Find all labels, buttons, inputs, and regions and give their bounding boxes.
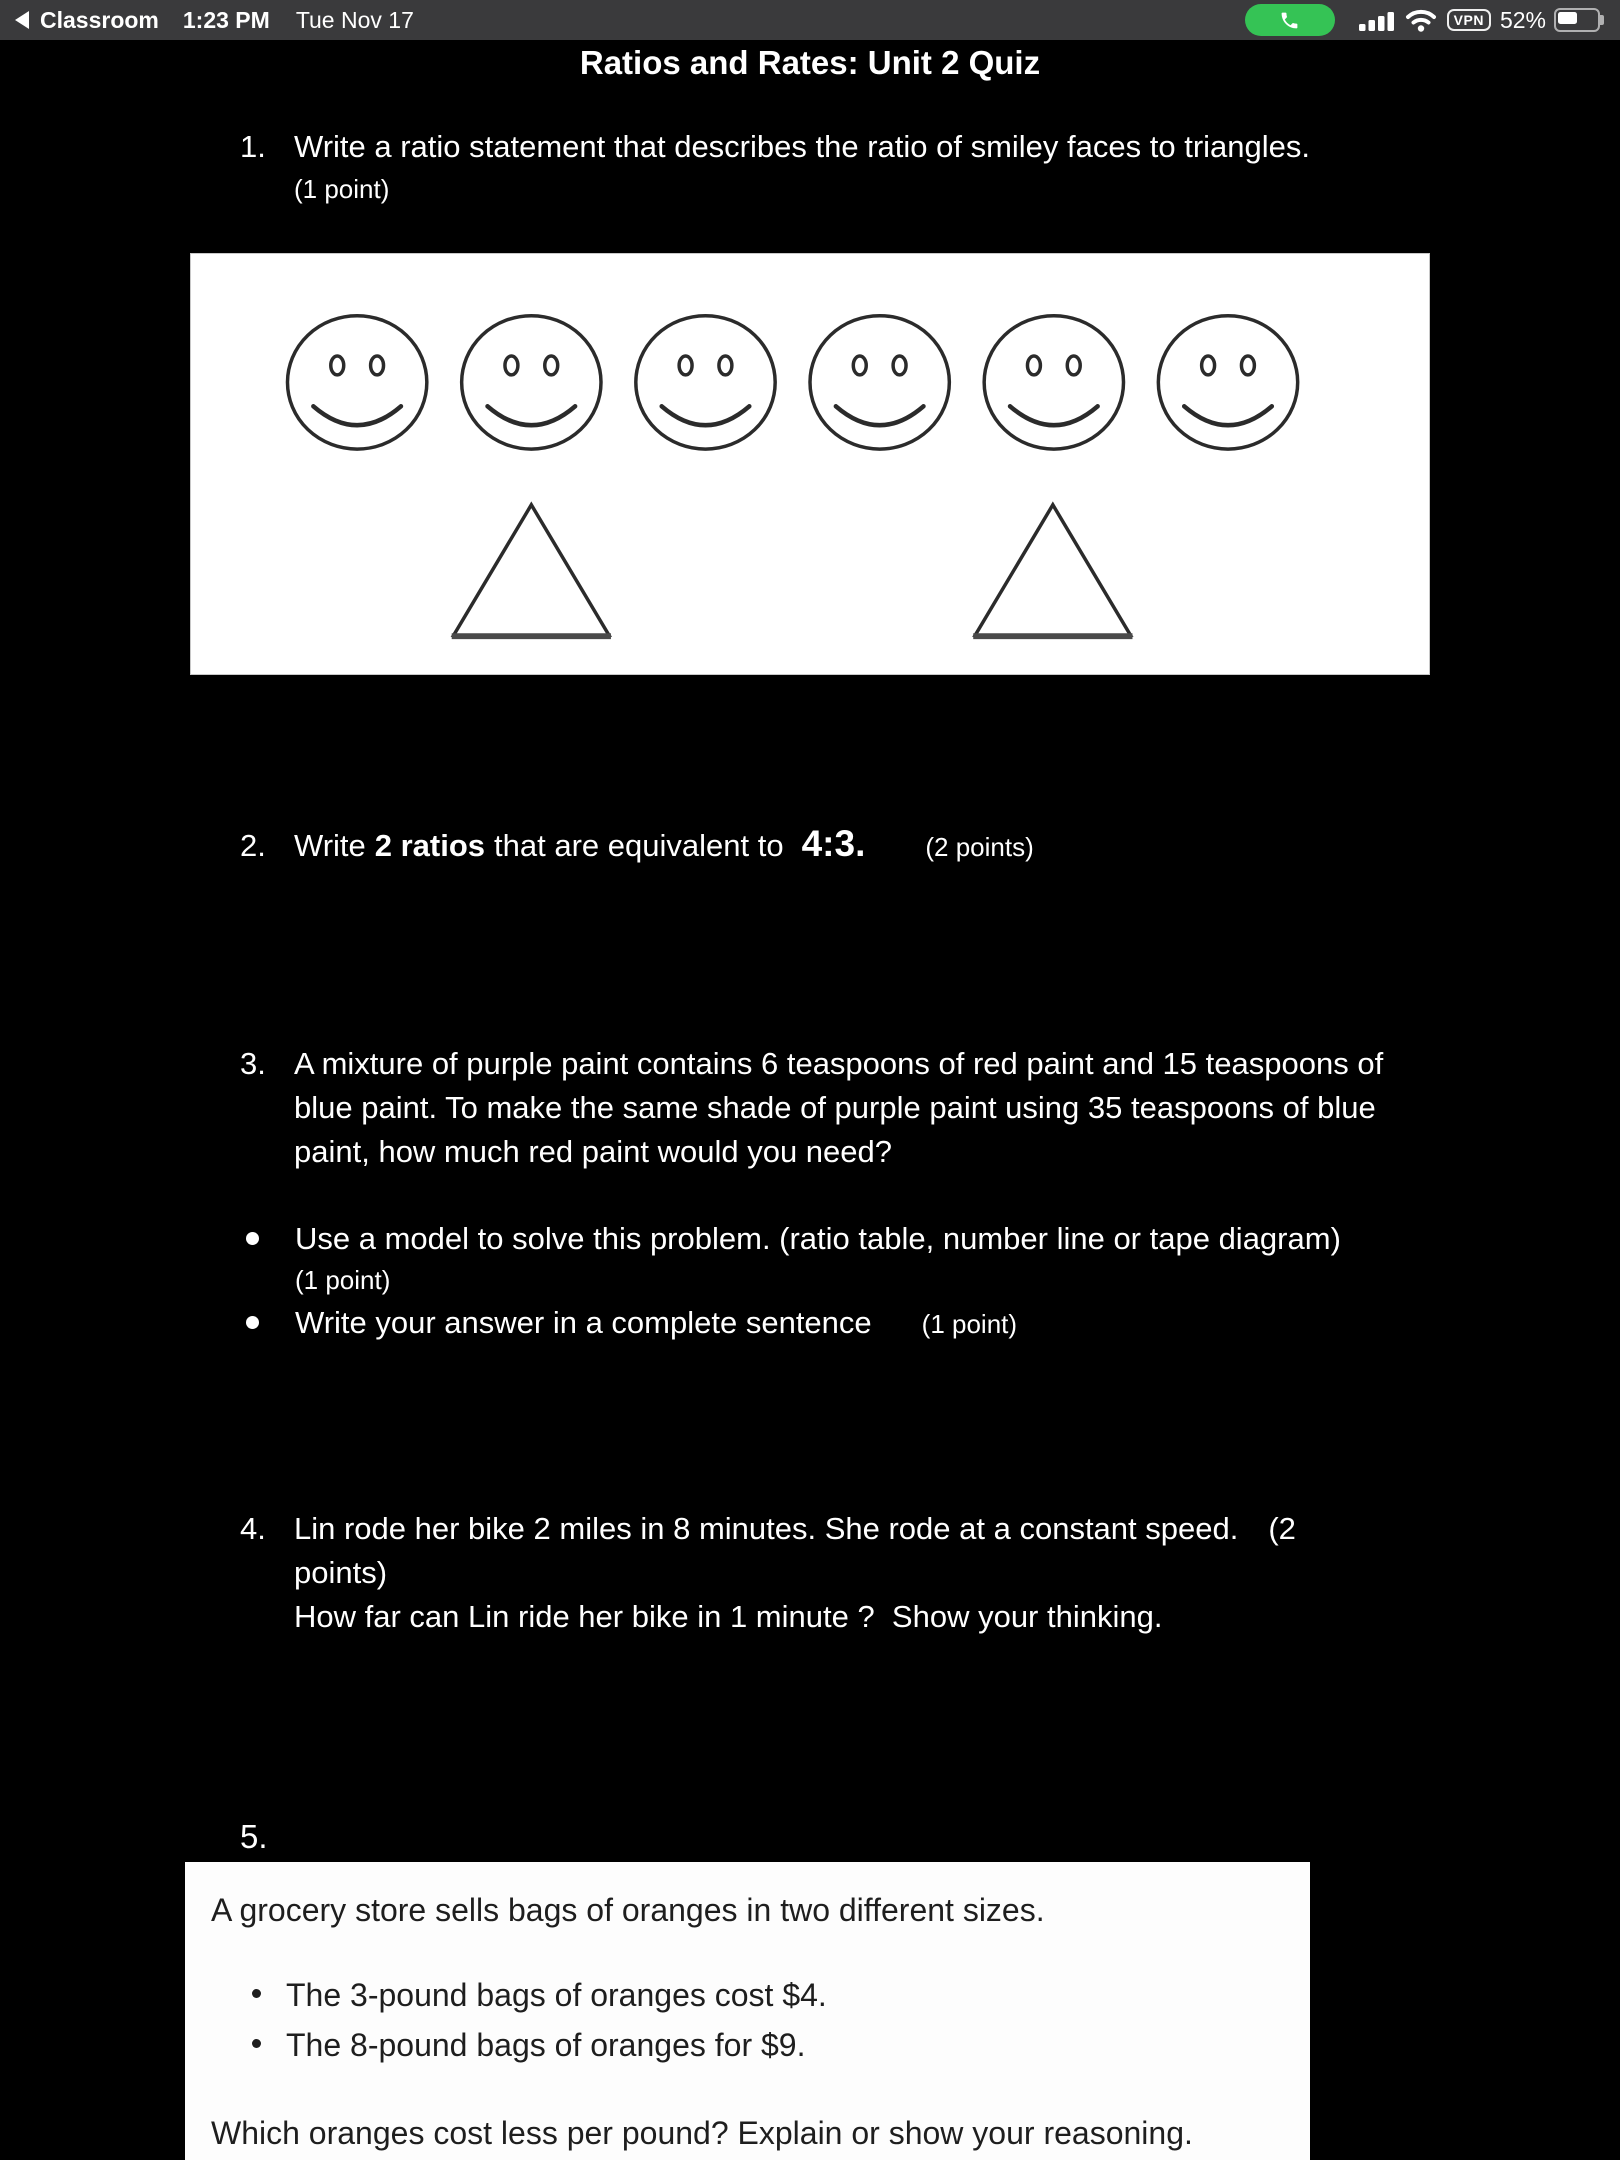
question-3-number: 3. (240, 1046, 266, 1081)
status-bar (0, 0, 1620, 40)
question-5-number: 5. (240, 1818, 268, 1855)
card-bullet-item (211, 2020, 1290, 2070)
question-2-text-part1: Write (294, 828, 366, 863)
status-bar-right (1245, 4, 1606, 36)
battery-icon (1554, 8, 1600, 32)
question-4 (240, 1507, 1414, 1639)
q1-figure-canvas (191, 254, 1429, 674)
wifi-icon (1405, 7, 1437, 33)
question-2-points: (2 points) (925, 832, 1034, 862)
card-intro: A grocery store sells bags of oranges in two different sizes. (211, 1892, 1045, 1928)
bullet-1-text: Use a model to solve this problem. (ratio table, number line or tape diagram) (295, 1221, 1341, 1256)
question-1-text: Write a ratio statement that describes the ratio of smiley faces to triangles. (294, 129, 1310, 164)
card-question: Which oranges cost less per pound? Explain or show your reasoning. (211, 2115, 1193, 2151)
question-4-line3: How far can Lin ride her bike in 1 minute ? Show your thinking. (294, 1599, 1163, 1634)
q1-figure-box (190, 253, 1430, 675)
card-bullet-item (211, 1970, 1290, 2020)
question-2-ratio: 4:3. (801, 823, 866, 864)
question-2-number: 2. (240, 828, 266, 863)
card-bullet-2: The 8-pound bags of oranges for $9. (286, 2027, 806, 2063)
bullet-item (240, 1217, 1415, 1261)
page-title: Ratios and Rates: Unit 2 Quiz (579, 44, 1041, 81)
status-date: Tue Nov 17 (295, 6, 414, 33)
clock-time: 1:23 PM (182, 6, 270, 33)
bullet-2-points: (1 point) (921, 1309, 1018, 1339)
cellular-signal-icon (1359, 7, 1395, 34)
document-scroll-area[interactable] (0, 40, 1620, 2160)
question-2 (240, 822, 1034, 869)
phone-icon (1279, 10, 1300, 31)
question-3-bullets (240, 1217, 1415, 1346)
question-5-card (185, 1862, 1310, 2160)
card-bullets (211, 1970, 1290, 2070)
bullet-dot-icon (246, 1232, 259, 1245)
question-1 (240, 125, 1414, 207)
status-bar-left (15, 7, 414, 34)
question-1-number: 1. (240, 129, 266, 164)
card-bullet-1: The 3-pound bags of oranges cost $4. (286, 1977, 827, 2013)
question-4-line2: points) (294, 1555, 388, 1590)
battery-percent: 52% (1499, 6, 1546, 33)
battery-fill (1558, 12, 1577, 24)
question-3 (240, 1042, 1414, 1174)
question-2-text-part2: that are equivalent to (494, 828, 784, 863)
bullet-2-label: Write your answer in a complete sentence (295, 1305, 872, 1340)
bullet-dot-icon (252, 1989, 261, 1998)
question-4-text (294, 1507, 1414, 1639)
question-4-line1: Lin rode her bike 2 miles in 8 minutes. She rode at a constant speed. (294, 1511, 1239, 1546)
vpn-badge: VPN (1447, 9, 1491, 31)
bullet-item (240, 1301, 1415, 1346)
bullet-dot-icon (252, 2039, 261, 2048)
question-4-number: 4. (240, 1511, 266, 1546)
bullet-1-points: (1 point) (295, 1265, 391, 1295)
battery-nub (1600, 15, 1604, 25)
back-app-label: Classroom (40, 6, 159, 33)
bullet-dot-icon (246, 1316, 259, 1329)
question-1-points: (1 point) (294, 174, 390, 204)
question-4-line1-tail: (2 (1268, 1511, 1296, 1546)
question-2-bold: 2 ratios (374, 828, 486, 863)
back-arrow-icon (15, 11, 29, 29)
bullet-2-text (295, 1301, 1415, 1346)
question-3-text: A mixture of purple paint contains 6 teaspoons of red paint and 15 teaspoons of blue paint. To make the same shade of purple paint using 35 teaspoons of blue paint, how much red paint would you need? (294, 1046, 1384, 1169)
back-to-classroom-button[interactable] (15, 7, 159, 34)
active-call-pill[interactable] (1245, 4, 1335, 36)
